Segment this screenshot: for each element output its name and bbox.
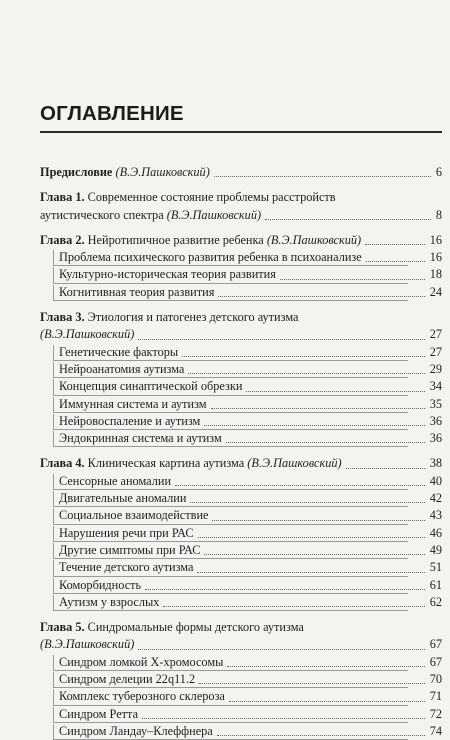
- entry-text: Эндокринная система и аутизм: [59, 431, 222, 446]
- page-number: 36: [429, 431, 442, 446]
- page-number: 74: [429, 723, 442, 738]
- toc-gap: [40, 301, 442, 309]
- dot-leader: [211, 408, 425, 409]
- entry-text: Нейровоспаление и аутизм: [59, 413, 201, 428]
- dot-leader: [163, 606, 425, 607]
- toc-chapter-entry: [40, 455, 442, 472]
- entry-text: Нейроанатомия аутизма: [59, 361, 185, 376]
- entry-text: Нарушения речи при РАС: [59, 525, 194, 540]
- toc-subsection-entry: [40, 706, 442, 723]
- page-number: 35: [429, 396, 442, 411]
- toc-subsection-entry: [40, 396, 442, 413]
- page-number: 70: [429, 672, 442, 687]
- page-title: ОГЛАВЛЕНИЕ: [40, 102, 184, 125]
- toc-gap: [40, 224, 442, 232]
- entry-author: (В.Э.Пашковский): [40, 637, 135, 652]
- entry-title: [59, 396, 207, 413]
- toc-subsection-entry: [40, 577, 442, 594]
- entry-title: [59, 378, 242, 395]
- entry-title: [59, 473, 171, 490]
- dot-leader: [138, 339, 425, 340]
- dot-leader: [182, 356, 425, 357]
- entry-rest: Синдромальные формы детского аутизма: [84, 620, 304, 635]
- entry-text: Синдром ломкой Х-хромосомы: [59, 654, 224, 669]
- entry-text: Комплекс туберозного склероза: [59, 689, 225, 704]
- page-number: 51: [429, 560, 442, 575]
- page-number: 27: [429, 327, 442, 342]
- page-number: 62: [429, 594, 442, 609]
- toc-subsection-entry: [40, 507, 442, 524]
- dot-leader: [280, 279, 425, 280]
- dot-leader: [366, 261, 425, 262]
- toc-chapter-entry: [40, 232, 442, 249]
- entry-text: Двигательные аномалии: [59, 491, 187, 506]
- page-number: 71: [429, 689, 442, 704]
- entry-rest: Клиническая картина аутизма: [84, 456, 248, 471]
- toc-gap: [40, 611, 442, 619]
- dot-leader: [229, 701, 425, 702]
- toc-gap: [40, 181, 442, 189]
- dot-leader: [227, 666, 425, 667]
- toc-subsection-entry: [40, 490, 442, 507]
- toc-subsection-entry: [40, 594, 442, 611]
- page-number: 49: [429, 542, 442, 557]
- entry-title: [59, 654, 223, 671]
- entry-title: [59, 361, 184, 378]
- page-number: 42: [429, 491, 442, 506]
- entry-text: Когнитивная теория развития: [59, 284, 215, 299]
- dot-leader: [145, 589, 425, 590]
- entry-text: Аутизм у взрослых: [59, 594, 160, 609]
- entry-author: (В.Э.Пашковский): [40, 327, 135, 342]
- page-number: 46: [429, 525, 442, 540]
- entry-title: [40, 164, 210, 181]
- toc-gap: [40, 156, 442, 164]
- entry-title: [59, 671, 195, 688]
- toc-subsection-entry: [40, 413, 442, 430]
- toc-chapter-entry: [40, 189, 442, 206]
- entry-title: [40, 636, 134, 653]
- entry-bold: Глава 3.: [40, 310, 85, 325]
- toc-subsection-entry: [40, 344, 442, 361]
- toc-chapter-entry: [40, 164, 442, 181]
- dot-leader: [204, 425, 425, 426]
- page-number: 38: [429, 456, 442, 471]
- dot-leader: [226, 442, 425, 443]
- page-number: 34: [429, 379, 442, 394]
- entry-text: Синдром Ландау–Клеффнера: [59, 723, 213, 738]
- page-number: 36: [429, 413, 442, 428]
- dot-leader: [197, 572, 425, 573]
- page-number: 16: [429, 250, 442, 265]
- entry-text: Культурно-историческая теория развития: [59, 267, 276, 282]
- entry-title: [59, 542, 200, 559]
- dot-leader: [138, 649, 425, 650]
- dot-leader: [346, 468, 425, 469]
- dot-leader: [198, 537, 425, 538]
- page-number: 16: [429, 232, 442, 247]
- dot-leader: [265, 219, 431, 220]
- page-number: 18: [429, 267, 442, 282]
- toc-subsection-entry: [40, 723, 442, 740]
- dot-leader: [190, 502, 425, 503]
- entry-text: Концепция синаптической обрезки: [59, 379, 243, 394]
- entry-text: Синдром делеции 22q11.2: [59, 672, 196, 687]
- dot-leader: [199, 683, 425, 684]
- entry-text: Генетические факторы: [59, 344, 179, 359]
- entry-rest: Нейротипичное развитие ребенка: [84, 232, 267, 247]
- toc-subsection-entry: [40, 266, 442, 283]
- entry-title: [59, 723, 213, 740]
- toc-subsection-entry: [40, 249, 442, 266]
- toc-subsection-entry: [40, 284, 442, 301]
- dot-leader: [214, 176, 431, 177]
- page-number: 72: [429, 706, 442, 721]
- toc-subsection-entry: [40, 559, 442, 576]
- entry-title: [59, 507, 208, 524]
- entry-author: (В.Э.Пашковский): [115, 165, 210, 179]
- entry-bold: Глава 4.: [40, 456, 85, 471]
- entry-title: [59, 688, 225, 705]
- dot-leader: [365, 244, 425, 245]
- entry-text: Социальное взаимодействие: [59, 508, 209, 523]
- entry-rest: Этиология и патогенез детского аутизма: [84, 310, 299, 325]
- entry-title: [40, 232, 361, 249]
- toc-chapter-continuation: [40, 207, 442, 224]
- entry-title: [59, 344, 178, 361]
- entry-title: [59, 413, 200, 430]
- entry-text: аутистического спектра: [40, 207, 167, 222]
- page-number: 43: [429, 508, 442, 523]
- entry-text: Течение детского аутизма: [59, 560, 194, 575]
- dot-leader: [217, 735, 425, 736]
- toc-subsection-entry: [40, 654, 442, 671]
- dot-leader: [212, 520, 425, 521]
- entry-title: [40, 326, 134, 343]
- toc-subsection-entry: [40, 542, 442, 559]
- dot-leader: [142, 718, 425, 719]
- toc-subsection-entry: [40, 671, 442, 688]
- dot-leader: [188, 373, 425, 374]
- page-number: 61: [429, 577, 442, 592]
- entry-title: [59, 525, 194, 542]
- title-rule: [40, 131, 442, 133]
- entry-title: [40, 455, 342, 472]
- entry-author: (В.Э.Пашковский): [166, 207, 262, 222]
- toc-chapter-entry: [40, 309, 442, 326]
- page-number: 67: [429, 654, 442, 669]
- toc-subsection-entry: [40, 525, 442, 542]
- entry-bold: Предисловие: [40, 165, 113, 179]
- page-number: 29: [429, 361, 442, 376]
- entry-title: [59, 559, 193, 576]
- entry-title: [59, 284, 214, 301]
- toc-chapter-continuation: [40, 636, 442, 653]
- entry-text: Другие симптомы при РАС: [59, 542, 201, 557]
- dot-leader: [246, 391, 425, 392]
- page-number: 27: [429, 344, 442, 359]
- entry-text: Коморбидность: [59, 577, 142, 592]
- page-number: 6: [435, 165, 442, 179]
- page-number: 8: [435, 207, 442, 222]
- entry-title: [59, 249, 362, 266]
- toc-subsection-entry: [40, 473, 442, 490]
- entry-title: [40, 309, 298, 326]
- toc-subsection-entry: [40, 361, 442, 378]
- entry-text: Иммунная система и аутизм: [59, 396, 207, 411]
- dot-leader: [218, 296, 425, 297]
- entry-text: Проблема психического развития ребенка в психоанализе: [59, 250, 362, 265]
- toc-subsection-entry: [40, 378, 442, 395]
- toc-subsection-entry: [40, 430, 442, 447]
- entry-bold: Глава 1.: [40, 190, 85, 205]
- entry-title: [40, 207, 261, 224]
- toc-subsection-entry: [40, 688, 442, 705]
- entry-title: [59, 594, 159, 611]
- table-of-contents: [40, 156, 442, 740]
- entry-title: [40, 619, 304, 636]
- page-number: 24: [429, 284, 442, 299]
- toc-chapter-continuation: [40, 326, 442, 343]
- entry-title: [40, 189, 336, 206]
- entry-author: (В.Э.Пашковский): [247, 456, 342, 471]
- page-number: 40: [429, 473, 442, 488]
- dot-leader: [175, 485, 425, 486]
- entry-text: Сенсорные аномалии: [59, 473, 172, 488]
- toc-chapter-entry: [40, 619, 442, 636]
- entry-text: Синдром Ретта: [59, 706, 139, 721]
- dot-leader: [204, 554, 425, 555]
- entry-title: [59, 577, 141, 594]
- entry-bold: Глава 5.: [40, 620, 85, 635]
- page-number: 67: [429, 637, 442, 652]
- entry-title: [59, 706, 138, 723]
- entry-title: [59, 490, 186, 507]
- entry-bold: Глава 2.: [40, 232, 85, 247]
- entry-rest: Современное состояние проблемы расстройств: [84, 190, 336, 205]
- entry-title: [59, 266, 276, 283]
- entry-title: [59, 430, 222, 447]
- entry-author: (В.Э.Пашковский): [266, 232, 362, 247]
- toc-gap: [40, 447, 442, 455]
